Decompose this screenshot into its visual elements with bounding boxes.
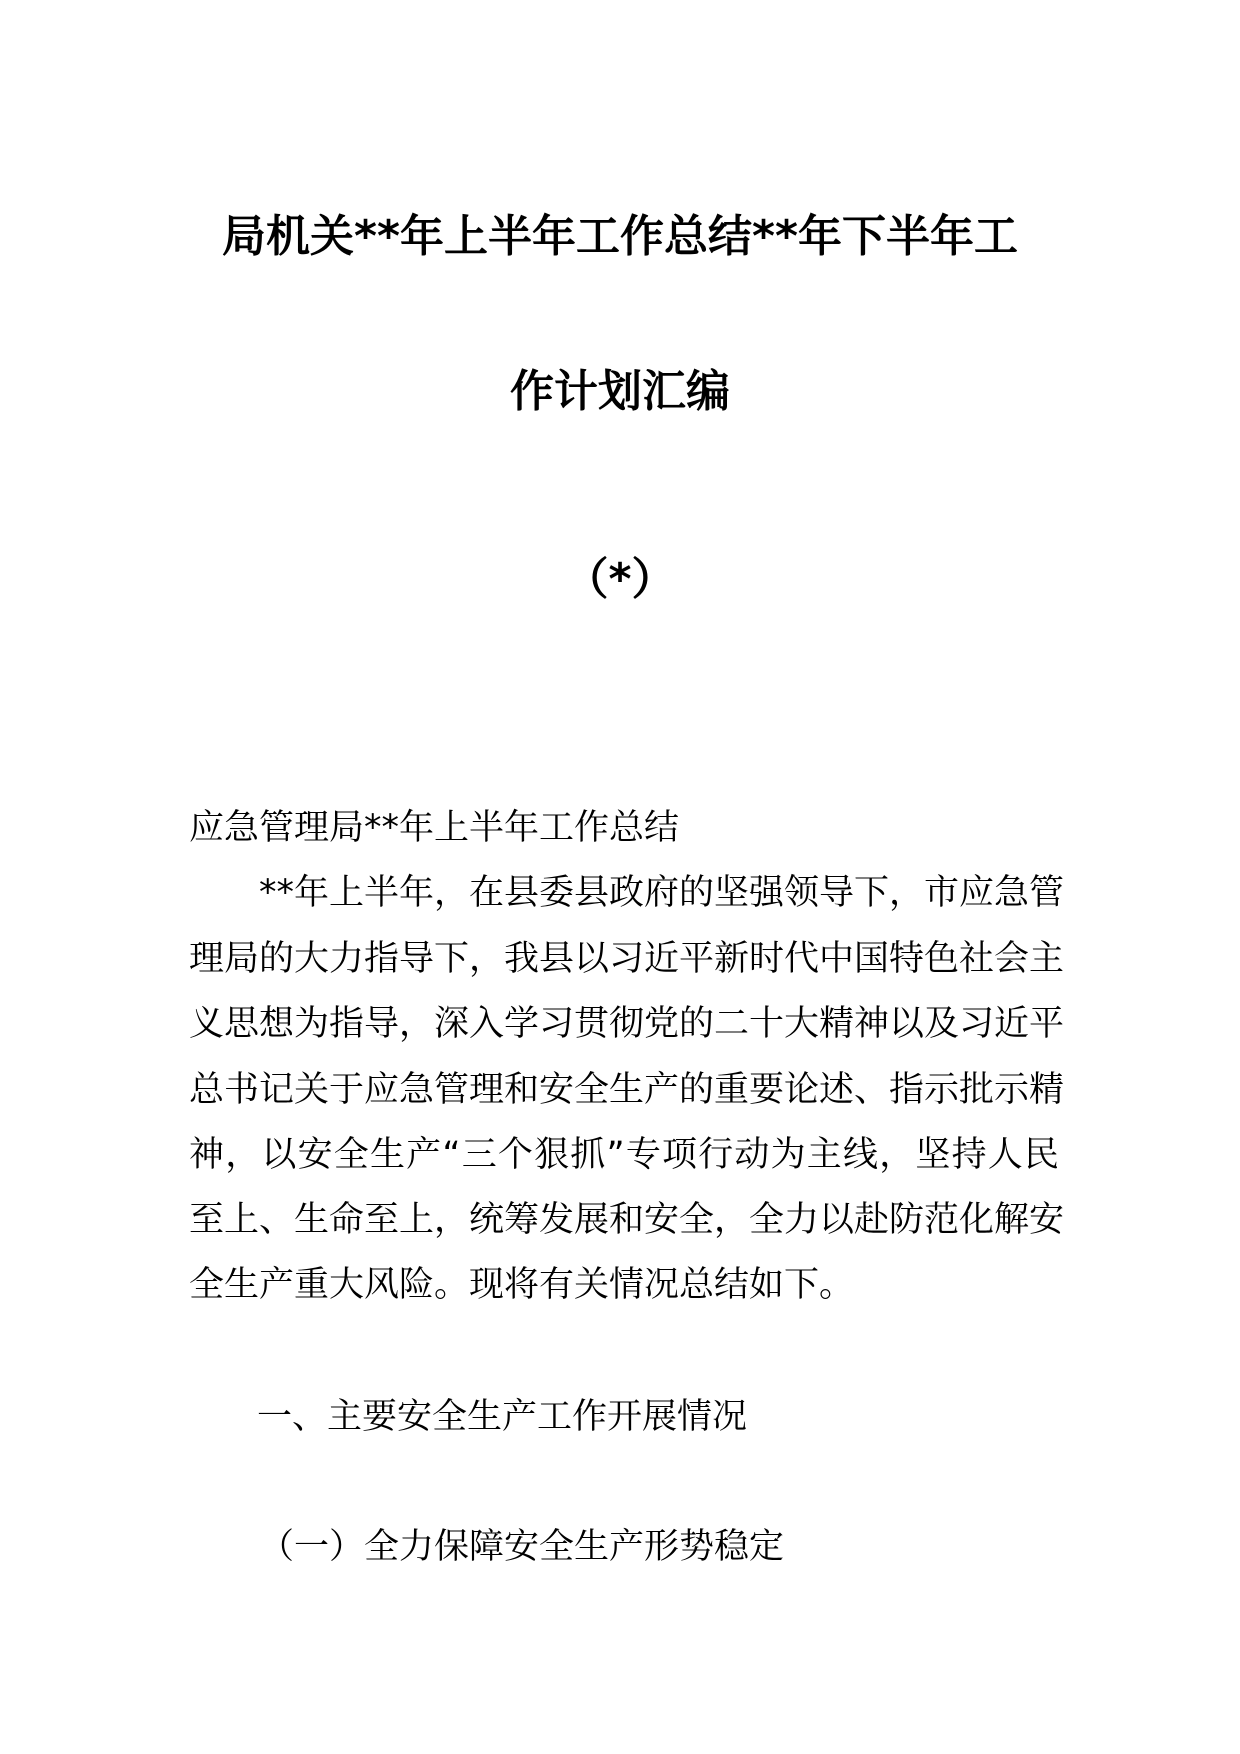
paragraph-line: 义思想为指导，深入学习贯彻党的二十大精神以及习近平 — [189, 1004, 1065, 1044]
heading-level2: （一）全力保障安全生产形势稳定 — [259, 1527, 785, 1567]
document-title-line1: 局机关**年上半年工作总结**年下半年工 — [221, 211, 1019, 262]
paragraph-line: 至上、生命至上，统筹发展和安全，全力以赴防范化解安 — [189, 1200, 1065, 1240]
paragraph-line: **年上半年，在县委县政府的坚强领导下，市应急管 — [189, 873, 1065, 913]
paragraph-line: 理局的大力指导下，我县以习近平新时代中国特色社会主 — [189, 939, 1065, 979]
document-title-line2: 作计划汇编 — [510, 366, 730, 417]
paragraph-line: 总书记关于应急管理和安全生产的重要论述、指示批示精 — [189, 1070, 1065, 1110]
section-heading: 应急管理局**年上半年工作总结 — [189, 808, 680, 848]
document-title-marker: （*） — [564, 554, 676, 605]
heading-level1: 一、主要安全生产工作开展情况 — [257, 1397, 748, 1437]
paragraph-line: 神，以安全生产“三个狠抓”专项行动为主线，坚持人民 — [189, 1135, 1059, 1175]
paragraph-line: 全生产重大风险。现将有关情况总结如下。 — [189, 1265, 855, 1305]
